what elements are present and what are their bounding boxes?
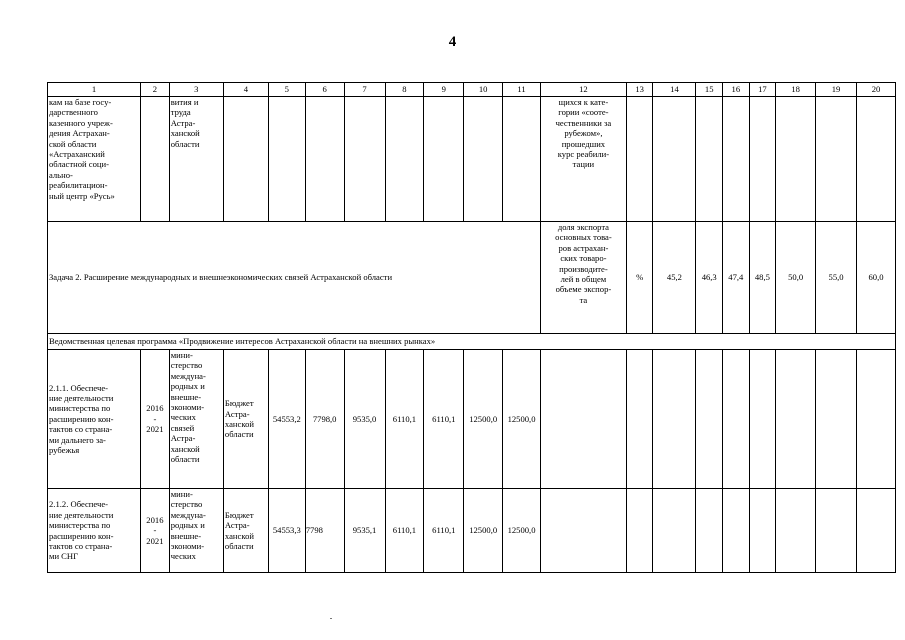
activity-name: 2.1.2. Обеспече- ние деятельности министерства по расширению кон- тактов со страна- ми СНГ (48, 489, 141, 573)
column-number: 2 (141, 83, 170, 97)
column-number: 6 (305, 83, 344, 97)
task-value: 45,2 (653, 222, 696, 334)
task-value: 55,0 (816, 222, 857, 334)
column-number: 1 (48, 83, 141, 97)
activity-row (48, 489, 896, 573)
activity-amount: 12500,0 (464, 489, 503, 573)
activity-period: 2016 - 2021 (141, 350, 170, 489)
activity-amount: 9535,1 (344, 489, 385, 573)
column-number: 4 (223, 83, 268, 97)
activity-executor: мини- стерство междуна- родных и внешне- экономи- ческих связей Астра- ханской области (169, 350, 223, 489)
task-value: 60,0 (857, 222, 896, 334)
task-value: 48,5 (749, 222, 776, 334)
activity-executor: мини- стерство междуна- родных и внешне- экономи- ческих (169, 489, 223, 573)
task-value: 50,0 (776, 222, 816, 334)
activity-amount: 12500,0 (503, 489, 541, 573)
column-number: 9 (424, 83, 464, 97)
activity-name: 2.1.1. Обеспече- ние деятельности министерства по расширению кон- тактов со страна- ми дальнего за- рубежья (48, 350, 141, 489)
column-number: 20 (857, 83, 896, 97)
column-number: 13 (626, 83, 653, 97)
task-value: 47,4 (723, 222, 750, 334)
program-table (47, 82, 896, 573)
program-row (48, 334, 896, 350)
continued-indicator: щихся к кате- гории «соотe- чественники за рубежом», прошедших курс реабили- тации (540, 97, 626, 222)
column-number: 7 (344, 83, 385, 97)
activity-period: 2016 - 2021 (141, 489, 170, 573)
column-number: 5 (268, 83, 305, 97)
column-number: 12 (540, 83, 626, 97)
activity-amount: 12500,0 (503, 350, 541, 489)
activity-amount: 12500,0 (464, 350, 503, 489)
activity-amount: 6110,1 (424, 489, 464, 573)
page-number: 4 (448, 34, 457, 50)
column-number: 15 (696, 83, 723, 97)
continued-executor: вития и труда Астра- ханской области (169, 97, 223, 222)
column-number: 11 (503, 83, 541, 97)
column-number: 19 (816, 83, 857, 97)
program-title: Ведомственная целевая программа «Продвижение интересов Астраханской области на внешних рынках» (48, 334, 896, 350)
column-number: 17 (749, 83, 776, 97)
activity-funding-source: Бюджет Астра- ханской области (223, 350, 268, 489)
column-number: 16 (723, 83, 750, 97)
task-value: 46,3 (696, 222, 723, 334)
continuation-row (48, 97, 896, 222)
activity-amount: 54553,2 (268, 350, 305, 489)
column-number: 10 (464, 83, 503, 97)
task-unit: % (626, 222, 653, 334)
activity-amount: 7798 (305, 489, 344, 573)
column-number: 14 (653, 83, 696, 97)
activity-amount: 7798,0 (305, 350, 344, 489)
activity-amount: 54553,3 (268, 489, 305, 573)
activity-row (48, 350, 896, 489)
scan-speck (330, 618, 332, 619)
column-number: 3 (169, 83, 223, 97)
column-number: 8 (385, 83, 424, 97)
activity-amount: 9535,0 (344, 350, 385, 489)
activity-amount: 6110,1 (424, 350, 464, 489)
task-row (48, 222, 896, 334)
task-indicator: доля экспорта основных това- ров астрахан- ских товаро- производите- лей в общем объеме экспор- та (540, 222, 626, 334)
activity-amount: 6110,1 (385, 350, 424, 489)
task-title: Задача 2. Расширение международных и внешнеэкономических связей Астраханской области (48, 222, 541, 334)
activity-funding-source: Бюджет Астра- ханской области (223, 489, 268, 573)
continued-activity-name: кам на базе госу- дарственного казенного учреж- дения Астрахан- ской области «Астраханский областной соци- ально- реабилитацион- ный центр «Русь» (48, 97, 141, 222)
column-number: 18 (776, 83, 816, 97)
activity-amount: 6110,1 (385, 489, 424, 573)
column-number-row (48, 83, 896, 97)
